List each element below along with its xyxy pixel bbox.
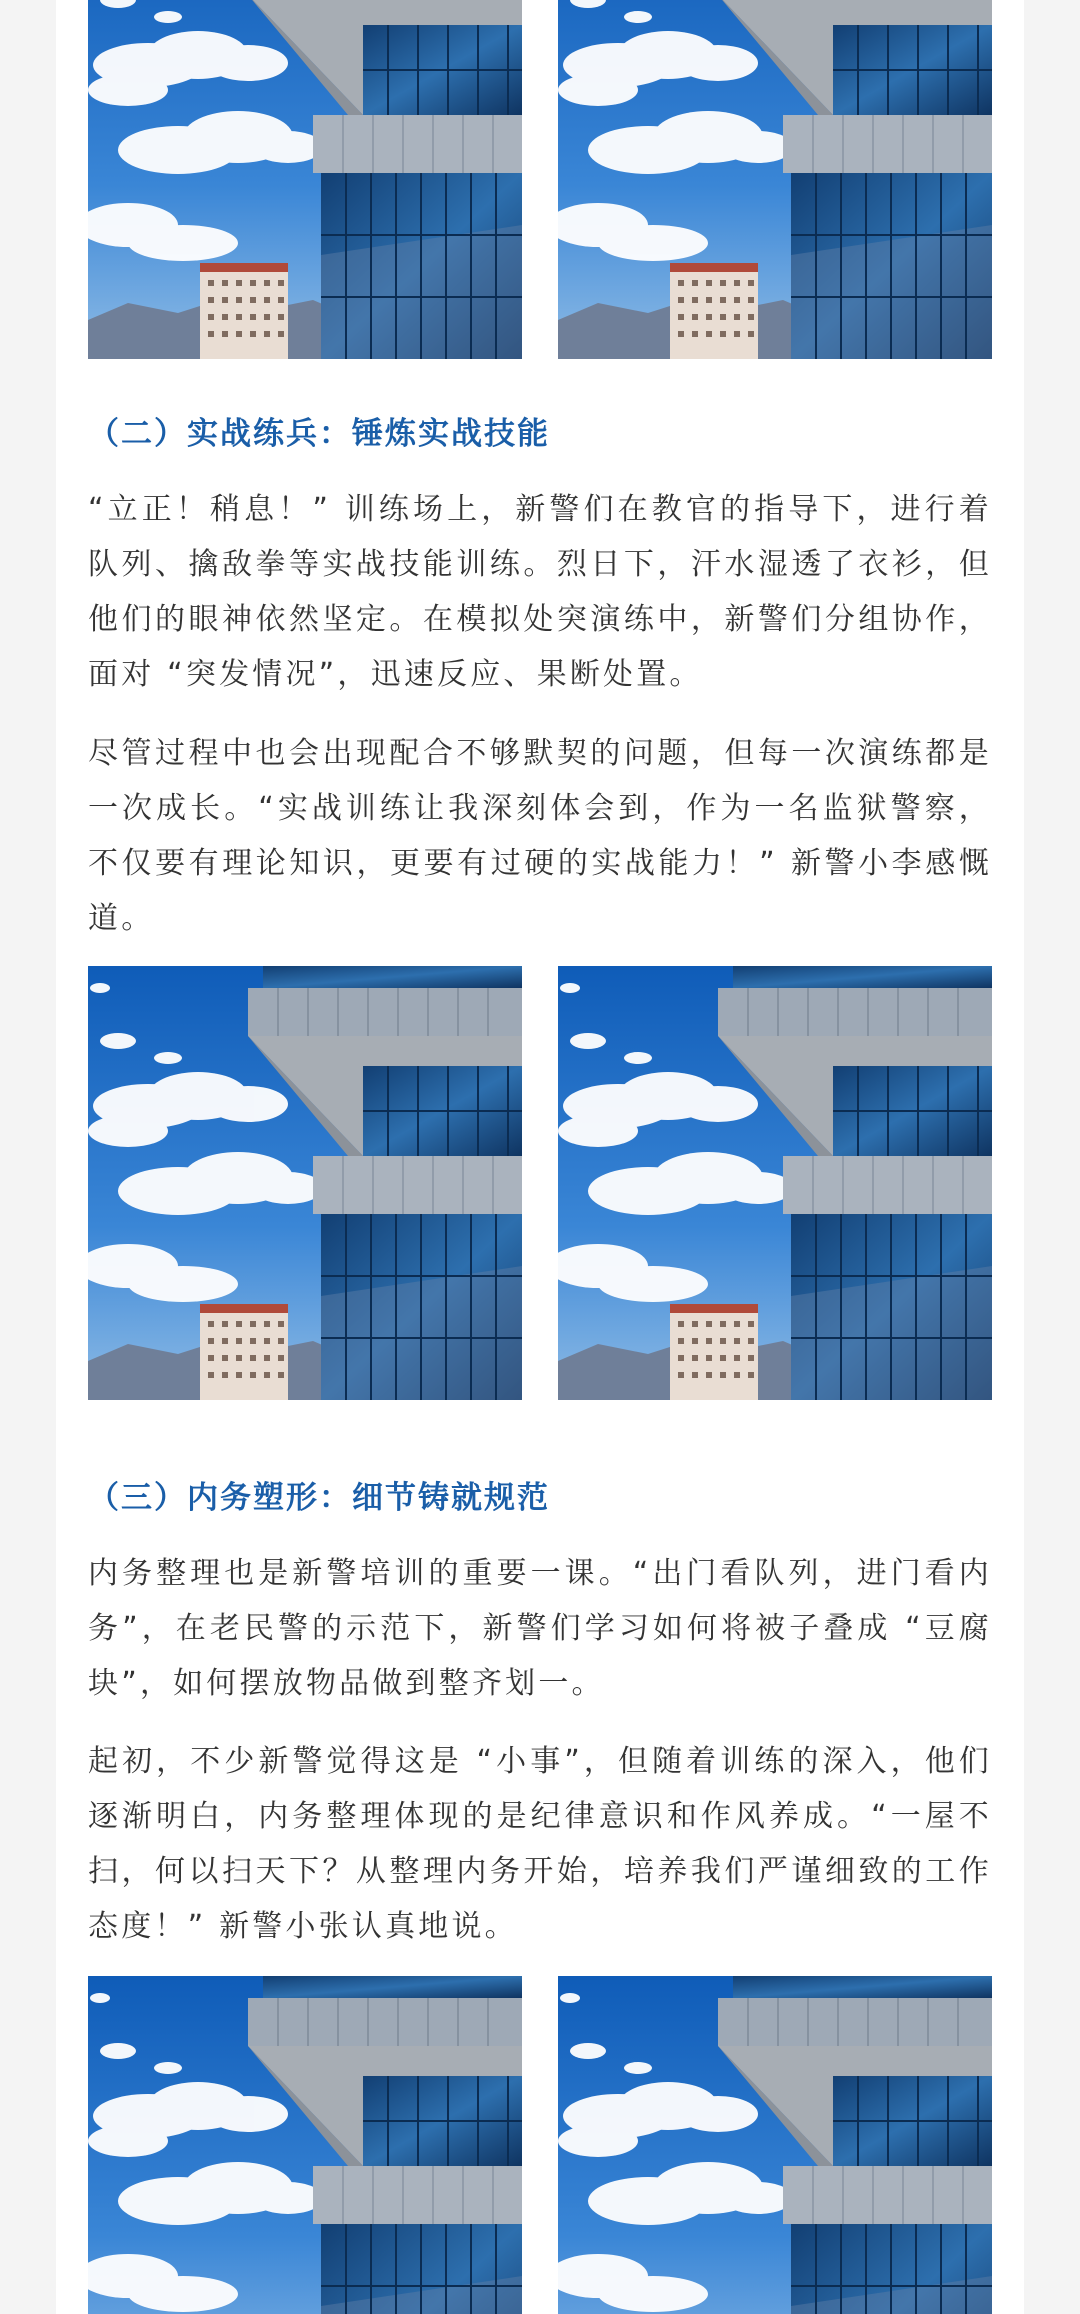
building-photo-4[interactable] [558, 966, 992, 1400]
building-photo-5[interactable] [88, 1976, 522, 2314]
section-heading-2: （二）实战练兵：锤炼实战技能 [88, 416, 550, 452]
building-photo-2[interactable] [558, 0, 992, 359]
building-photo-1[interactable] [88, 0, 522, 359]
section-3-paragraph-2: 起初，不少新警觉得这是 “小事”，但随着训练的深入，他们逐渐明白，内务整理体现的是纪律意识和作风养成。“一屋不扫，何以扫天下？从整理内务开始，培养我们严谨细致的工作态度！” 新警小张认真地说。 [88, 1744, 992, 1944]
section-2-paragraph-2: 尽管过程中也会出现配合不够默契的问题，但每一次演练都是一次成长。“实战训练让我深刻体会到，作为一名监狱警察，不仅要有理论知识，更要有过硬的实战能力！” 新警小李感慨道。 [88, 736, 992, 936]
building-photo-3[interactable] [88, 966, 522, 1400]
building-photo-6[interactable] [558, 1976, 992, 2314]
section-3-paragraph-1: 内务整理也是新警培训的重要一课。“出门看队列，进门看内务”，在老民警的示范下，新警们学习如何将被子叠成 “豆腐块”，如何摆放物品做到整齐划一。 [88, 1556, 992, 1701]
section-heading-3: （三）内务塑形：细节铸就规范 [88, 1480, 550, 1516]
section-2-paragraph-1: “立正！稍息！” 训练场上，新警们在教官的指导下，进行着队列、擒敌拳等实战技能训练。烈日下，汗水湿透了衣衫，但他们的眼神依然坚定。在模拟处突演练中，新警们分组协作，面对 “突发情况”，迅速反应、果断处置。 [88, 492, 992, 692]
